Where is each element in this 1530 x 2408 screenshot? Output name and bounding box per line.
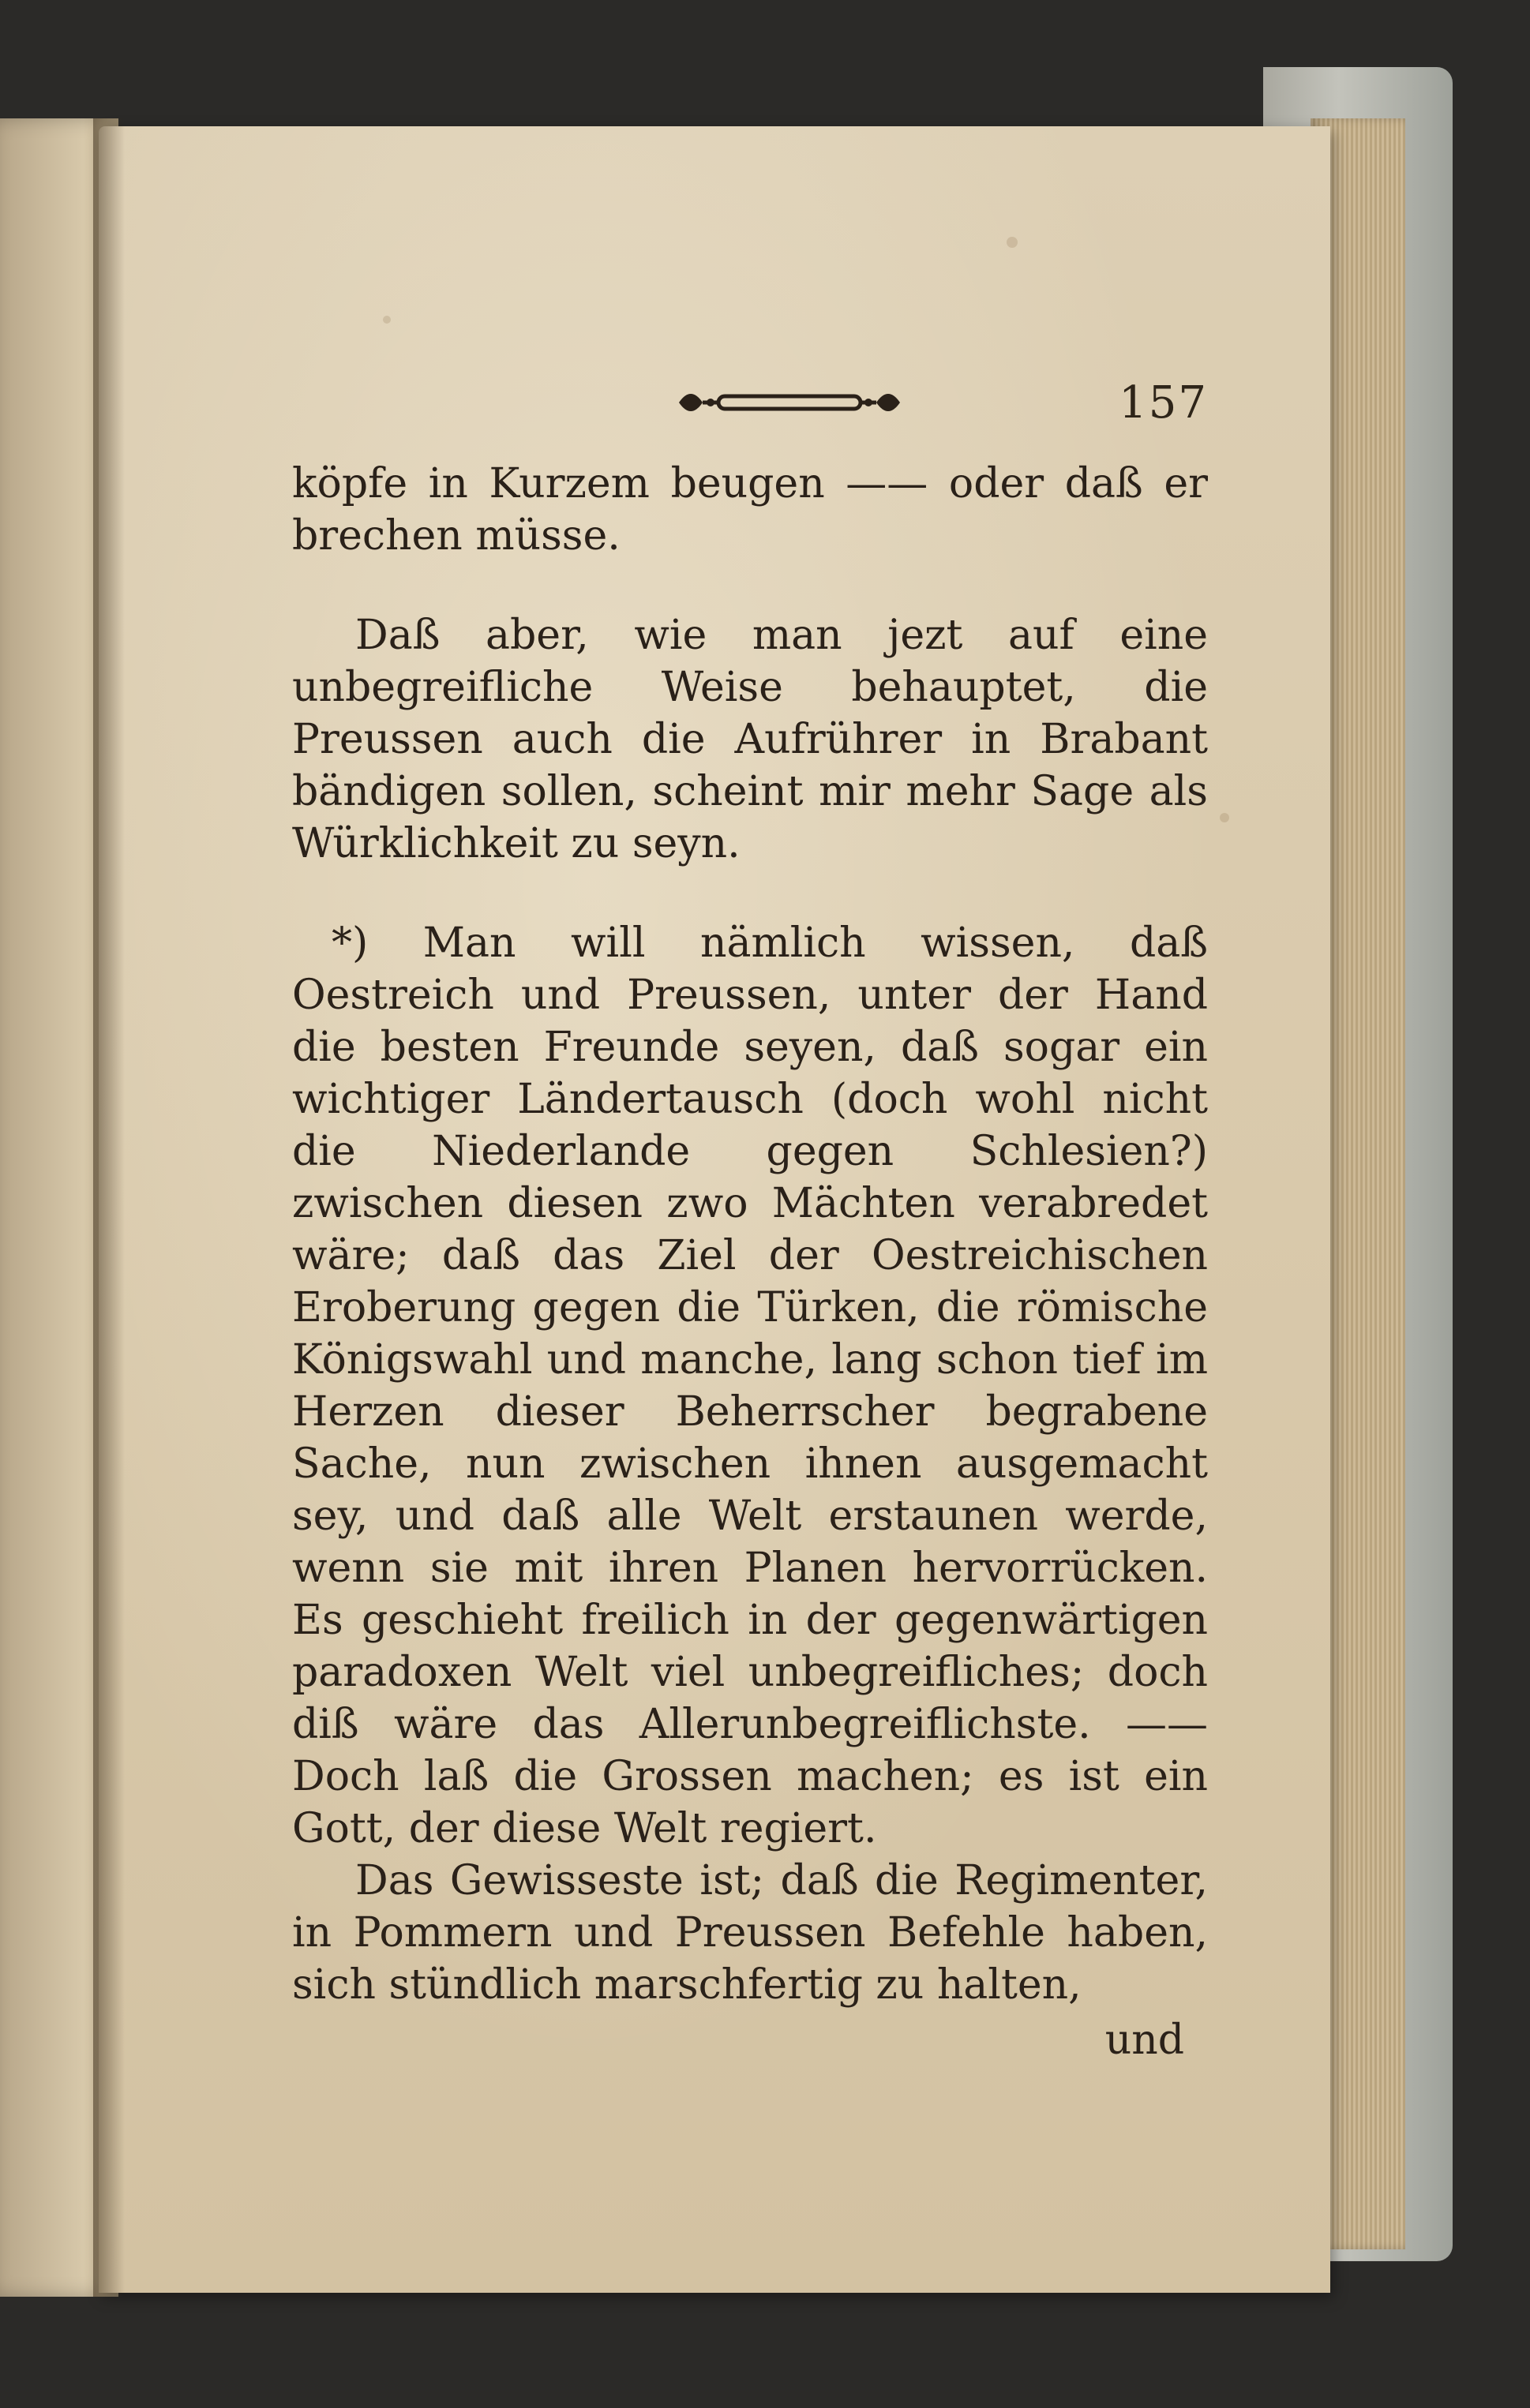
text-block bbox=[292, 363, 1208, 2066]
page-number: 157 bbox=[1119, 377, 1208, 429]
ornament-icon bbox=[671, 379, 908, 426]
foxing-spot bbox=[1007, 237, 1018, 248]
book-page bbox=[99, 126, 1330, 2293]
paragraph-continuation: köpfe in Kurzem beugen —— oder daß er brechen müsse. bbox=[292, 460, 1208, 560]
paragraph: Das Gewisseste ist; daß die Regimenter, in Pommern und Preussen Befehle haben, sich stündlich marschfertig zu halten, bbox=[292, 1857, 1208, 2009]
gutter-shadow bbox=[93, 118, 125, 2297]
footnote-paragraph: *) Man will nämlich wissen, daß Oestreich und Preussen, unter der Hand die besten Freunde seyen, daß sogar ein wichtiger Ländertausch (doch wohl nicht die Niederlande gegen Schlesien?) zwischen diesen zwo Mächten verabredet wäre; daß das Ziel der Oestreichischen Eroberung gegen die Türken, die römische Königswahl und manche, lang schon tief im Herzen dieser Beherrscher begrabene Sache, nun zwischen ihnen ausgemacht sey, und daß alle Welt erstaunen werde, wenn sie mit ihren Planen hervorrücken. Es geschieht freilich in der gegenwärtigen paradoxen Welt viel unbegreifliches; doch diß wäre das Allerunbegreiflichste. —— Doch laß die Grossen machen; es ist ein Gott, der diese Welt regiert. bbox=[292, 919, 1208, 1852]
foxing-spot bbox=[383, 316, 391, 324]
catchword: und bbox=[1104, 2017, 1184, 2064]
paragraph: Daß aber, wie man jezt auf eine unbegreifliche Weise behauptet, die Preussen auch die Aufrührer in Brabant bändigen sollen, scheint mir mehr Sage als Würklichkeit zu seyn. bbox=[292, 612, 1208, 867]
body-text bbox=[292, 458, 1208, 2011]
foxing-spot bbox=[1220, 813, 1229, 822]
running-head bbox=[292, 363, 1208, 458]
